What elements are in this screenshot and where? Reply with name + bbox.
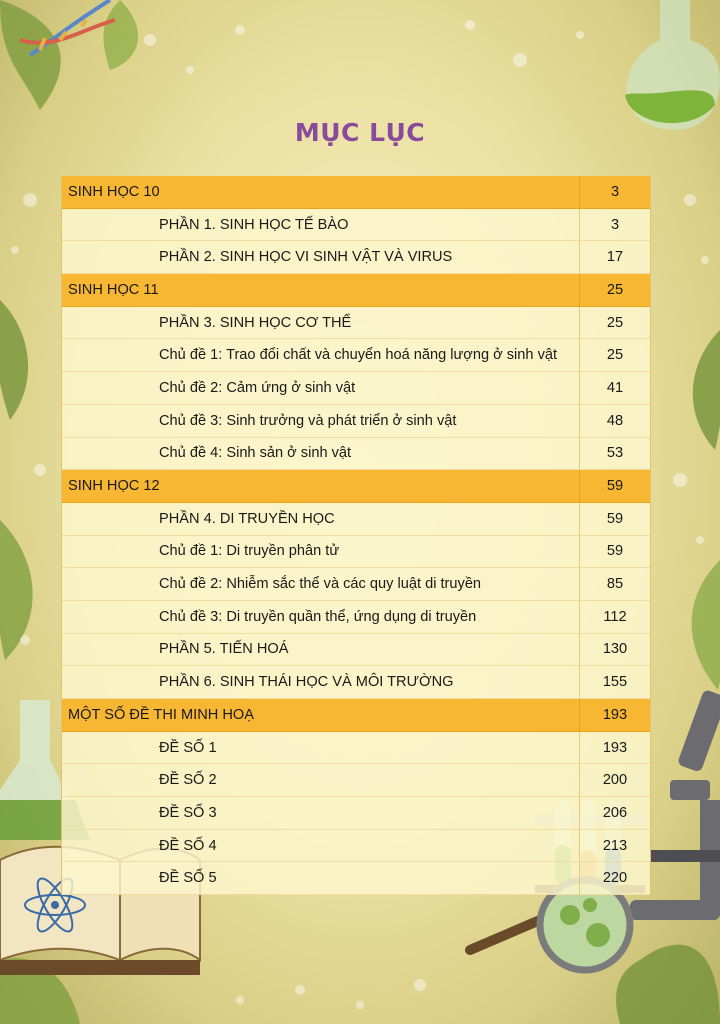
toc-page-number: 206 (579, 797, 650, 829)
toc-item-row (62, 339, 650, 372)
toc-page-number: 220 (579, 862, 650, 894)
toc-item-row (62, 764, 650, 797)
toc-page-number: 53 (579, 438, 650, 470)
toc-item-row (62, 862, 650, 895)
toc-page-number: 155 (579, 666, 650, 698)
toc-item-row (62, 438, 650, 471)
toc-entry-title: Chủ đề 3: Di truyền quần thể, ứng dụng di truyền (159, 608, 477, 625)
toc-item-row (62, 666, 650, 699)
toc-item-row (62, 241, 650, 274)
toc-item-row (62, 503, 650, 536)
toc-page-number: 59 (579, 536, 650, 568)
toc-entry-title: Chủ đề 4: Sinh sản ở sinh vật (159, 445, 352, 462)
toc-page-number: 200 (579, 764, 650, 796)
table-of-contents (61, 176, 651, 895)
toc-page-number: 130 (579, 634, 650, 666)
toc-page-number: 59 (579, 470, 650, 502)
toc-item-row (62, 634, 650, 667)
toc-entry-title: SINH HỌC 10 (68, 183, 160, 200)
toc-entry-title: PHẦN 4. DI TRUYỀN HỌC (159, 510, 335, 527)
toc-entry-title: MỘT SỐ ĐỀ THI MINH HOẠ (68, 706, 254, 723)
flask-icon (625, 0, 720, 130)
toc-page-number: 25 (579, 339, 650, 371)
toc-page-number: 25 (579, 307, 650, 339)
toc-page-number: 112 (579, 601, 650, 633)
toc-entry-title: PHẦN 3. SINH HỌC CƠ THỂ (159, 314, 352, 331)
toc-entry-title: Chủ đề 2: Nhiễm sắc thể và các quy luật di truyền (159, 576, 482, 593)
toc-entry-title: Chủ đề 1: Trao đổi chất và chuyển hoá năng lượng ở sinh vật (159, 347, 558, 364)
toc-item-row (62, 536, 650, 569)
toc-section-row (62, 176, 650, 209)
toc-page-number: 3 (579, 176, 650, 208)
toc-item-row (62, 732, 650, 765)
toc-page-number: 59 (579, 503, 650, 535)
toc-entry-title: ĐỀ SỐ 4 (159, 837, 217, 854)
toc-entry-title: ĐỀ SỐ 5 (159, 870, 217, 887)
toc-section-row (62, 274, 650, 307)
toc-item-row (62, 405, 650, 438)
toc-entry-title: PHẦN 5. TIẾN HOÁ (159, 641, 289, 658)
toc-entry-title: SINH HỌC 11 (68, 281, 159, 298)
toc-item-row (62, 797, 650, 830)
toc-page-number: 25 (579, 274, 650, 306)
toc-section-row (62, 699, 650, 732)
toc-entry-title: Chủ đề 1: Di truyền phân tử (159, 543, 340, 560)
toc-entry-title: Chủ đề 3: Sinh trưởng và phát triển ở sinh vật (159, 412, 457, 429)
toc-item-row (62, 601, 650, 634)
toc-entry-title: ĐỀ SỐ 1 (159, 739, 217, 756)
toc-page-number: 48 (579, 405, 650, 437)
page-title: MỤC LỤC (294, 118, 426, 147)
toc-entry-title: ĐỀ SỐ 2 (159, 772, 217, 789)
toc-entry-title: PHẦN 6. SINH THÁI HỌC VÀ MÔI TRƯỜNG (159, 674, 454, 691)
toc-page-number: 193 (579, 699, 650, 731)
toc-page-number: 41 (579, 372, 650, 404)
toc-item-row (62, 372, 650, 405)
toc-page-number: 17 (579, 241, 650, 273)
toc-entry-title: SINH HỌC 12 (68, 478, 160, 495)
toc-entry-title: ĐỀ SỐ 3 (159, 804, 217, 821)
toc-item-row (62, 830, 650, 863)
toc-item-row (62, 209, 650, 242)
toc-page-number: 193 (579, 732, 650, 764)
toc-entry-title: PHẦN 2. SINH HỌC VI SINH VẬT VÀ VIRUS (159, 249, 453, 266)
toc-page-number: 213 (579, 830, 650, 862)
toc-page-number: 85 (579, 568, 650, 600)
toc-page-number: 3 (579, 209, 650, 241)
toc-item-row (62, 568, 650, 601)
toc-entry-title: PHẦN 1. SINH HỌC TẾ BÀO (159, 216, 349, 233)
toc-section-row (62, 470, 650, 503)
toc-entry-title: Chủ đề 2: Cảm ứng ở sinh vật (159, 379, 356, 396)
toc-item-row (62, 307, 650, 340)
